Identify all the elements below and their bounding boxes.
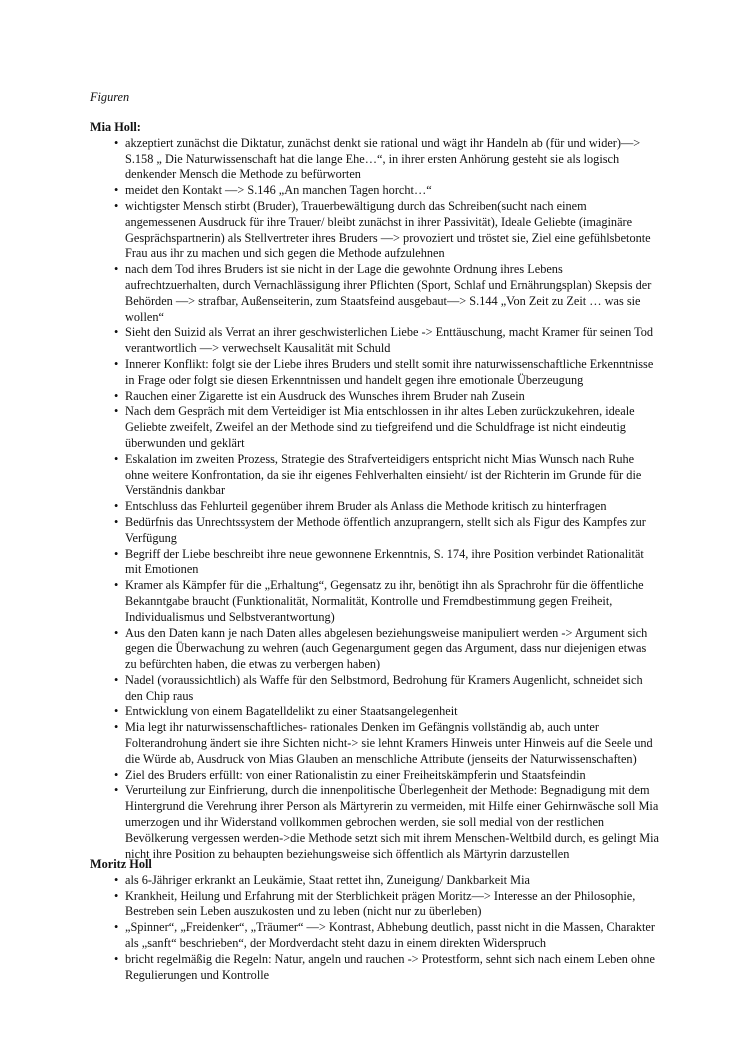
list-item: • bricht regelmäßig die Regeln: Natur, angeln und rauchen -> Protestform, sehnt sich nach einem Leben ohne Regulierungen und Kontrolle xyxy=(90,952,660,984)
list-item: • Verurteilung zur Einfrierung, durch die innenpolitische Überlegenheit der Methode: Begnadigung mit dem Hintergrund die Verehrung ihrer Person als Märtyrerin zu vermeiden, mit Hilfe einer Gehirnwäsche soll Mia umerzogen und ihr Widerstand vollkommen gebrochen werden, sie soll medial von der restlichen Bevölkerung vergessen werden->die Methode setzt sich mit ihrem Menschen-Weltbild durch, es gelingt Mia nicht ihre Position zu behaupten beziehungsweise sich öffentlich als Märtyrin darzustellen xyxy=(90,783,660,862)
list-item: • Ziel des Bruders erfüllt: von einer Rationalistin zu einer Freiheitskämpferin und Staatsfeindin xyxy=(90,768,660,784)
list-item: • Innerer Konflikt: folgt sie der Liebe ihres Bruders und stellt somit ihre naturwissenschaftliche Erkenntnisse in Frage oder folgt sie diesen Erkenntnissen und handelt gegen ihre emotionale Überzeugung xyxy=(90,357,660,389)
list-item: • Nach dem Gespräch mit dem Verteidiger ist Mia entschlossen in ihr altes Leben zurückzukehren, ideale Geliebte zweifelt, Zweifel an der Methode sind zu tiefgreifend und die Schuldfrage ist nicht eindeutig überwunden und geklärt xyxy=(90,404,660,451)
list-item: • akzeptiert zunächst die Diktatur, zunächst denkt sie rational und wägt ihr Handeln ab (für und wider)—> S.158 „ Die Naturwissenschaft hat die lange Ehe…“, in ihrer ersten Anhörung gesteht sie als logisch denkender Mensch die Methode zu befürworten xyxy=(90,136,660,183)
list-item: • Eskalation im zweiten Prozess, Strategie des Strafverteidigers entspricht nicht Mias Wunsch nach Ruhe ohne weitere Konfrontation, da sie ihr eigenes Fehlverhalten einsieht/ ist der Richterin im Grunde für die Verständnis dankbar xyxy=(90,452,660,499)
list-item: • als 6-Jähriger erkrankt an Leukämie, Staat rettet ihn, Zuneigung/ Dankbarkeit Mia xyxy=(90,873,660,889)
list-item: • Nadel (voraussichtlich) als Waffe für den Selbstmord, Bedrohung für Kramers Augenlicht, schneidet sich den Chip raus xyxy=(90,673,660,705)
list-item: • Mia legt ihr naturwissenschaftliches- rationales Denken im Gefängnis vollständig ab, auch unter Folterandrohung ändert sie ihre Sichten nicht-> sie lehnt Kramers Hinweis unter Hinweis auf die Seele und die Würde ab, Ausdruck von Mias Glauben an menschliche Attribute (jenseits der Naturwissenschaften) xyxy=(90,720,660,767)
list-item: • Entwicklung von einem Bagatelldelikt zu einer Staatsangelegenheit xyxy=(90,704,660,720)
section-mia-holl xyxy=(90,120,660,862)
list-item: • Sieht den Suizid als Verrat an ihrer geschwisterlichen Liebe -> Enttäuschung, macht Kramer für seinen Tod verantwortlich —> verwechselt Kausalität mit Schuld xyxy=(90,325,660,357)
list-item: • Entschluss das Fehlurteil gegenüber ihrem Bruder als Anlass die Methode kritisch zu hinterfragen xyxy=(90,499,660,515)
document-title: Figuren xyxy=(90,90,130,104)
list-item: • Aus den Daten kann je nach Daten alles abgelesen beziehungsweise manipuliert werden -> Argument sich gegen die Überwachung zu wehren (auch Gegenargument gegen das Argument, dass nur diejenigen etwas zu befürchten haben, die etwas zu verbergen haben) xyxy=(90,626,660,673)
section-moritz-holl xyxy=(90,857,660,983)
list-item: • Rauchen einer Zigarette ist ein Ausdruck des Wunsches ihrem Bruder nah Zusein xyxy=(90,389,660,405)
list-item: • Begriff der Liebe beschreibt ihre neue gewonnene Erkenntnis, S. 174, ihre Position verbindet Rationalität mit Emotionen xyxy=(90,547,660,579)
list-item: • nach dem Tod ihres Bruders ist sie nicht in der Lage die gewohnte Ordnung ihres Lebens aufrechtzuerhalten, durch Vernachlässigung ihrer Pflichten (Sport, Schlaf und Ernährungsplan) Skepsis der Behörden —> strafbar, Außenseiterin, zum Staatsfeind ausgebaut—> S.144 „Von Zeit zu Zeit … was sie wollen“ xyxy=(90,262,660,325)
list-item: • wichtigster Mensch stirbt (Bruder), Trauerbewältigung durch das Schreiben(sucht nach einem angemessenen Ausdruck für ihre Trauer/ bleibt zunächst in ihrer Passivität), Ideale Geliebte (imaginäre Gesprächspartnerin) als Stellvertreter ihres Bruders —> provoziert und tröstet sie, Ziel eine gefühlsbetonte Frau aus ihr zu machen und sich gegen die Methode aufzulehnen xyxy=(90,199,660,262)
bullet-list xyxy=(90,873,660,984)
list-item: • meidet den Kontakt —> S.146 „An manchen Tagen horcht…“ xyxy=(90,183,660,199)
list-item: • Kramer als Kämpfer für die „Erhaltung“, Gegensatz zu ihr, benötigt ihn als Sprachrohr für die öffentliche Bekanntgabe braucht (Funktionalität, Normalität, Kontrolle und Fremdbestimmung gegen Freiheit, Individualismus und Selbstverantwortung) xyxy=(90,578,660,625)
list-item: • Bedürfnis das Unrechtssystem der Methode öffentlich anzuprangern, stellt sich als Figur des Kampfes zur Verfügung xyxy=(90,515,660,547)
list-item: • Krankheit, Heilung und Erfahrung mit der Sterblichkeit prägen Moritz—> Interesse an der Philosophie, Bestreben sein Leben auszukosten und zu leben (nicht nur zu überleben) xyxy=(90,889,660,921)
section-heading: Mia Holl: xyxy=(90,120,141,134)
list-item: • „Spinner“, „Freidenker“, „Träumer“ —> Kontrast, Abhebung deutlich, passt nicht in die Massen, Charakter als „sanft“ beschrieben“, der Mordverdacht steht dazu in einem direkten Widerspruch xyxy=(90,920,660,952)
section-heading: Moritz Holl xyxy=(90,857,152,871)
bullet-list xyxy=(90,136,660,863)
